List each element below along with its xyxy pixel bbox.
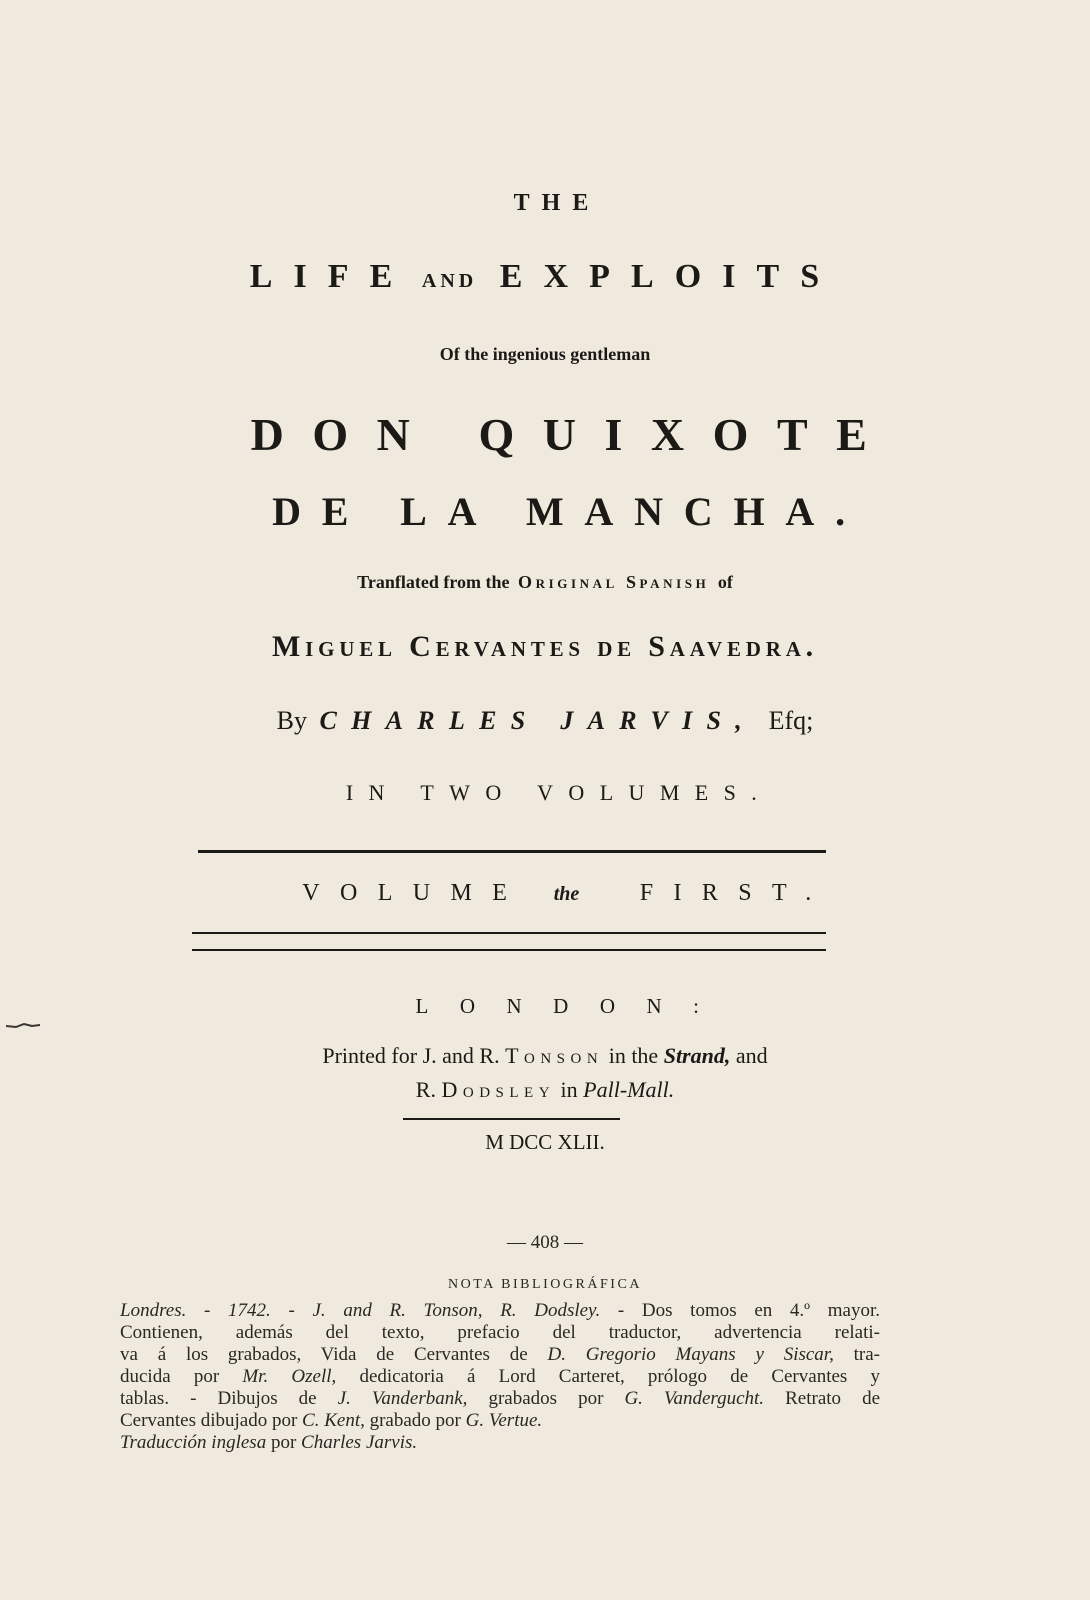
nota-line — [120, 1432, 880, 1454]
nota-text: tra- — [833, 1344, 880, 1365]
divider-rule — [198, 850, 826, 853]
title-and: AND — [421, 270, 478, 292]
esquire: Efq; — [768, 706, 814, 735]
imprint-city: LONDON: — [415, 994, 731, 1018]
nota-italic: Mr. Ozell, — [242, 1366, 337, 1387]
nota-text: grabado por — [364, 1410, 466, 1431]
volume-label: VOLUME — [302, 880, 528, 906]
page-number: — 408 — — [507, 1232, 583, 1253]
nota-line — [120, 1410, 880, 1432]
title-don-quixote: DON QUIXOTE — [250, 409, 896, 460]
nota-line — [120, 1344, 880, 1366]
title-exploits: EXPLOITS — [499, 258, 841, 295]
volumes-line: IN TWO VOLUMES. — [345, 780, 773, 805]
translator-line — [0, 706, 1090, 736]
volume-first: FIRST. — [639, 880, 832, 906]
translated-prefix: Tranflated from the — [357, 572, 510, 592]
title-de-la-mancha: DE LA MANCHA. — [272, 489, 866, 534]
nota-text: va á los grabados, Vida de Cervantes de — [120, 1344, 548, 1365]
nota-line — [120, 1300, 880, 1322]
nota-italic: D. Gregorio Mayans y Siscar, — [547, 1344, 834, 1365]
divider-rule — [403, 1118, 620, 1120]
imprint-text: Printed for J. and R. — [322, 1043, 500, 1068]
publisher-tonson: Tonson — [505, 1043, 604, 1068]
nota-text: dedicatoria á Lord Carteret, prólogo de Cervantes y — [336, 1366, 880, 1387]
nota-text: ducida por — [120, 1366, 243, 1387]
title-of-line: Of the ingenious gentleman — [439, 344, 651, 364]
place-pall-mall: Pall-Mall. — [583, 1077, 675, 1102]
volume-the: the — [553, 883, 580, 905]
nota-line: Contienen, además del texto, prefacio del traductor, advertencia relati- — [120, 1322, 880, 1343]
nota-italic: J. Vanderbank, — [337, 1388, 468, 1409]
imprint-line-1 — [0, 1043, 1090, 1069]
divider-rule — [192, 932, 826, 934]
nota-heading: NOTA BIBLIOGRÁFICA — [448, 1277, 642, 1292]
title-life: LIFE — [249, 258, 414, 295]
nota-text: por — [266, 1432, 302, 1453]
margin-mark-icon — [6, 1023, 40, 1029]
title-the: THE — [513, 190, 601, 216]
divider-rule — [192, 949, 826, 951]
author-name: Miguel Cervantes de Saavedra. — [272, 630, 818, 663]
imprint-text: in — [560, 1077, 578, 1102]
original-spanish: Original Spanish — [517, 572, 710, 592]
nota-italic: Traducción inglesa — [120, 1432, 267, 1453]
by-label: By — [276, 706, 307, 735]
nota-italic: G. Vertue. — [465, 1410, 543, 1431]
nota-text: grabados por — [467, 1388, 625, 1409]
publisher-dodsley: Dodsley — [441, 1077, 556, 1102]
nota-paragraph — [120, 1300, 880, 1454]
nota-text: tablas. - Dibujos de — [120, 1388, 338, 1409]
nota-italic: Londres. - 1742. - J. and R. Tonson, R. Dodsley. - — [120, 1300, 625, 1321]
nota-italic: C. Kent, — [302, 1410, 365, 1431]
imprint-date: M DCC XLII. — [485, 1130, 605, 1154]
imprint-text: in the — [608, 1043, 659, 1068]
nota-text: Dos tomos en 4.º mayor. — [624, 1300, 880, 1321]
nota-italic: Charles Jarvis. — [301, 1432, 418, 1453]
translator-name: CHARLES JARVIS, — [319, 706, 757, 735]
place-strand: Strand, — [663, 1043, 731, 1068]
imprint-text: R. — [415, 1077, 436, 1102]
nota-text: Cervantes dibujado por — [120, 1410, 303, 1431]
imprint-line-2 — [0, 1077, 1090, 1103]
volume-line — [0, 880, 1090, 907]
nota-italic: G. Vandergucht. — [624, 1388, 765, 1409]
nota-text: Retrato de — [764, 1388, 880, 1409]
translated-line — [0, 572, 1090, 593]
nota-line — [120, 1388, 880, 1410]
translated-suffix: of — [717, 572, 733, 592]
title-life-and-exploits — [0, 258, 1090, 296]
nota-line — [120, 1366, 880, 1388]
imprint-text: and — [735, 1043, 768, 1068]
